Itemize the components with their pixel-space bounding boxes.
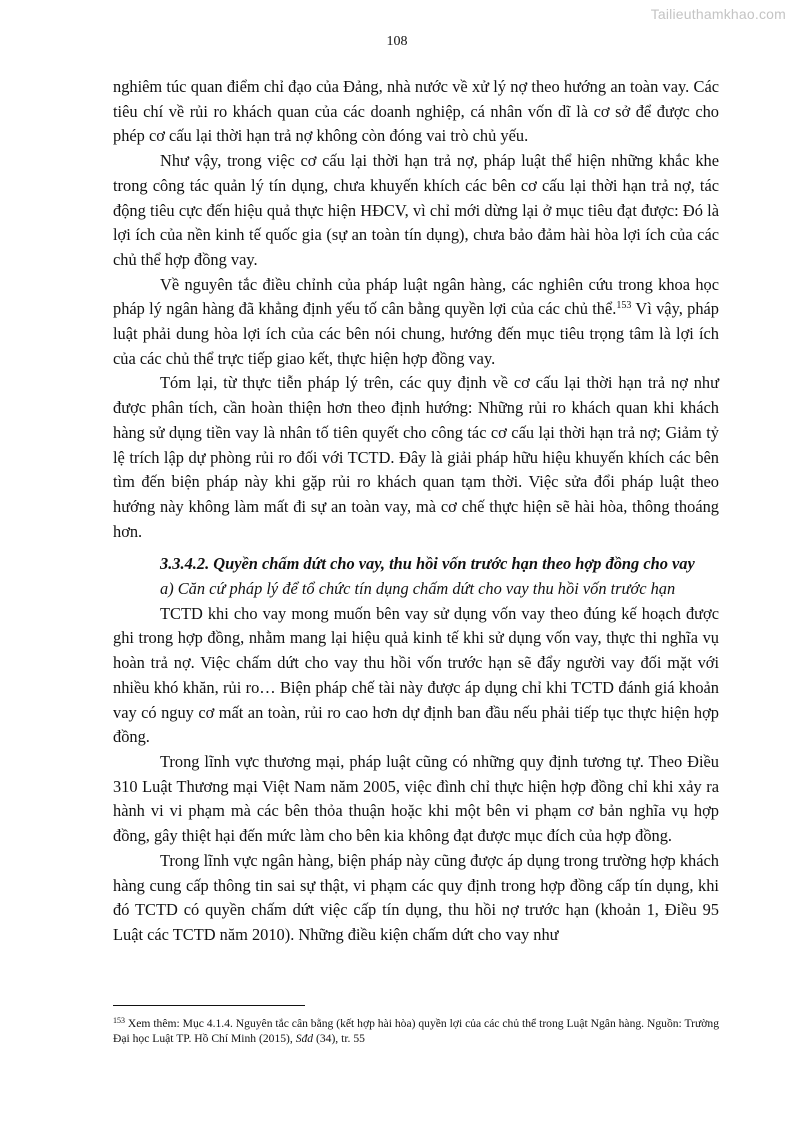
subsection-heading: a) Căn cứ pháp lý để tổ chức tín dụng chấm dứt cho vay thu hồi vốn trước hạn [160, 579, 676, 599]
paragraph-with-footnote [113, 273, 719, 372]
paragraph-continuation: nghiêm túc quan điểm chỉ đạo của Đảng, nhà nước về xử lý nợ theo hướng an toàn vay. Các tiêu chí về rủi ro khách quan của các doanh nghiệp, cá nhân vốn dĩ là cơ sở để được cho phép cơ cấu lại thời hạn trả nợ không còn đóng vai trò chủ yếu. [113, 77, 719, 146]
watermark: Tailieuthamkhao.com [650, 6, 786, 22]
footnote-separator [113, 1005, 305, 1006]
footnote-text: Xem thêm: Mục 4.1.4. Nguyên tắc cân bằng (kết hợp hài hòa) quyền lợi của các chủ thể trong Luật Ngân hàng. Nguồn: Trường Đại học Luật TP. Hồ Chí Minh (2015), [113, 1017, 719, 1045]
page-body [113, 75, 719, 948]
footnote-source-italic: Sđd [295, 1032, 314, 1045]
page-number: 108 [386, 34, 408, 49]
paragraph: Tóm lại, từ thực tiễn pháp lý trên, các quy định về cơ cấu lại thời hạn trả nợ như được phân tích, cần hoàn thiện hơn theo định hướng: Những rủi ro khách quan khi khách hàng sử dụng tiền vay là nhân tố tiên quyết cho công tác cơ cấu lại thời hạn trả nợ; Giảm tỷ lệ trích lập dự phòng rủi ro đối với TCTD. Đây là giải pháp hữu hiệu khuyến khích các bên tìm đến biện pháp này khi gặp rủi ro khách quan tạm thời. Việc sửa đổi pháp luật theo hướng này không làm mất đi sự an toàn vay, mà cơ chế thực hiện sẽ hài hòa, thông thoáng hơn. [113, 373, 719, 541]
footnote-number: 153 [113, 1016, 125, 1025]
paragraph-text: Về nguyên tắc điều chỉnh của pháp luật ngân hàng, các nghiên cứu trong khoa học pháp lý ngân hàng đã khẳng định yếu tố cân bằng quyền lợi của các chủ thể. [113, 274, 719, 319]
footnote [113, 1016, 719, 1046]
footnote-text-end: (34), tr. 55 [313, 1032, 365, 1045]
paragraph: TCTD khi cho vay mong muốn bên vay sử dụng vốn vay theo đúng kế hoạch được ghi trong hợp đồng, nhằm mang lại hiệu quả kinh tế khi sử dụng vốn vay, thực thi nghĩa vụ hoàn trả nợ. Việc chấm dứt cho vay thu hồi vốn trước hạn sẽ đẩy người vay đối mặt với nhiều khó khăn, rủi ro… Biện pháp chế tài này được áp dụng chỉ khi TCTD đánh giá khoản vay có nguy cơ mất an toàn, rủi ro cao hơn dự định ban đầu nếu phải tiếp tục thực hiện hợp đồng. [113, 603, 719, 747]
paragraph: Trong lĩnh vực ngân hàng, biện pháp này cũng được áp dụng trong trường hợp khách hàng cung cấp thông tin sai sự thật, vi phạm các quy định trong hợp đồng cấp tín dụng, khi đó TCTD có quyền chấm dứt việc cấp tín dụng, thu hồi nợ trước hạn (khoản 1, Điều 95 Luật các TCTD năm 2010). Những điều kiện chấm dứt cho vay như [113, 850, 719, 944]
paragraph: Như vậy, trong việc cơ cấu lại thời hạn trả nợ, pháp luật thể hiện những khắc khe trong công tác quản lý tín dụng, chưa khuyến khích các bên cơ cấu lại thời hạn trả nợ, tác động tiêu cực đến hiệu quả thực hiện HĐCV, vì chỉ mới dừng lại ở mục tiêu đạt được: Đó là lợi ích của nền kinh tế quốc gia (sự an toàn tín dụng), chưa bảo đảm hài hòa lợi ích của các chủ thể hợp đồng vay. [113, 151, 719, 269]
section-heading: 3.3.4.2. Quyền chấm dứt cho vay, thu hồi vốn trước hạn theo hợp đồng cho vay [160, 554, 695, 574]
footnote-reference[interactable]: 153 [616, 300, 632, 312]
paragraph: Trong lĩnh vực thương mại, pháp luật cũng có những quy định tương tự. Theo Điều 310 Luật Thương mại Việt Nam năm 2005, việc đình chỉ thực hiện hợp đồng chỉ khi xảy ra hành vi vi phạm mà các bên thỏa thuận hoặc khi một bên vi phạm cơ bản nghĩa vụ hợp đồng, gây thiệt hại đến mức làm cho bên kia không đạt được mục đích của hợp đồng. [113, 751, 719, 846]
paragraph-text: Vì vậy, pháp luật phải dung hòa lợi ích của các bên nói chung, hướng đến mục tiêu trọng tâm là lợi ích của các chủ thể trực tiếp giao kết, thực hiện hợp đồng vay. [113, 299, 719, 368]
